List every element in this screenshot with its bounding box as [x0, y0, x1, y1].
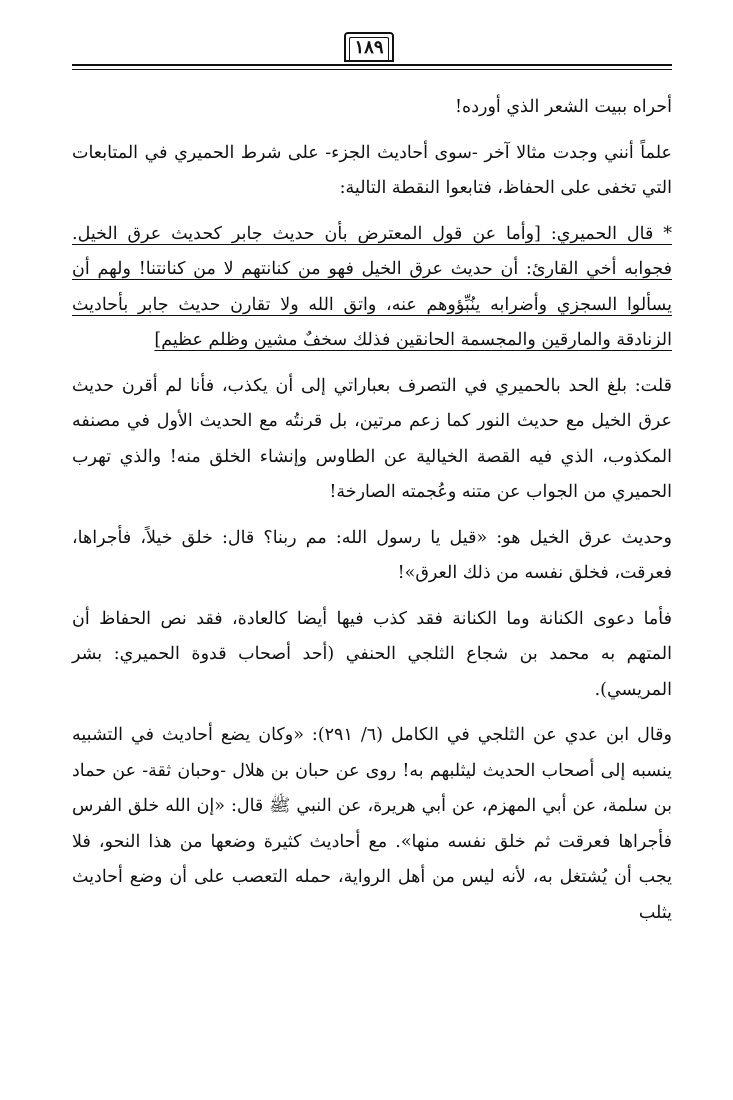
paragraph-2: علماً أنني وجدت مثالا آخر -سوى أحاديث الجزء- على شرط الحميري في المتابعات التي تخفى على الحفاظ، فتابعوا النقطة التالية: — [72, 142, 672, 198]
page-number: ١٨٩ — [344, 32, 394, 62]
paragraph-1: أحراه ببيت الشعر الذي أورده! — [455, 97, 672, 117]
page-header — [72, 30, 672, 80]
paragraph-hadith-text: وحديث عرق الخيل هو: «قيل يا رسول الله: مم ربنا؟ قال: خلق خيلاً، فأجراها، فعرقت، فخلق نفسه من ذلك العرق»! — [72, 527, 672, 583]
header-rule-thick — [72, 64, 672, 66]
header-rule-thin — [72, 69, 672, 70]
paragraph-rebuttal: قلت: بلغ الحد بالحميري في التصرف بعباراتي إلى أن يكذب، فأنا لم أقرن حديث عرق الخيل مع حديث النور كما زعم مرتين، بل قرنتُه مع الحديث الأول في مصنفه المكذوب، الذي فيه القصة الخيالية عن الطاوس وإنشاء الخلق منه! والذي تهرب الحميري من الجواب عن متنه وعُجمته الصارخة! — [72, 375, 672, 502]
body-text — [72, 90, 672, 941]
paragraph-kinana: فأما دعوى الكنانة وما الكنانة فقد كذب فيها أيضا كالعادة، فقد نص الحفاظ أن المتهم به محمد بن شجاع الثلجي الحنفي (أحد أصحاب قدوة الحميري: بشر المريسي). — [72, 608, 672, 700]
quoted-statement-underlined: * قال الحميري: [وأما عن قول المعترض بأن حديث جابر كحديث عرق الخيل. فجوابه أخي القارئ: أن حديث عرق الخيل فهو من كنانتهم لا من كنانتنا! ولهم أن يسألوا السجزي وأضرابه ينُبِّؤوهم عنه، واتق الله ولا تقارن حديث جابر بأحاديث الزنادقة والمارقين والمجسمة الحانقين فذلك سخفٌ مشين وظلم عظيم] — [72, 223, 672, 350]
paragraph-ibn-adi: وقال ابن عدي عن الثلجي في الكامل (٦/ ٢٩١): «وكان يضع أحاديث في التشبيه ينسبه إلى أصحاب الحديث ليثلبهم به! روى عن حبان بن هلال -وحبان ثقة- عن حماد بن سلمة، عن أبي المهزم، عن أبي هريرة، عن النبي ﷺ قال: «إن الله خلق الفرس فأجراها فعرقت ثم خلق نفسه منها». مع أحاديث كثيرة وضعها من هذا النحو، فلا يجب أن يُشتغل به، لأنه ليس من أهل الرواية، حمله التعصب على أن وضع أحاديث يثلب — [72, 725, 672, 923]
